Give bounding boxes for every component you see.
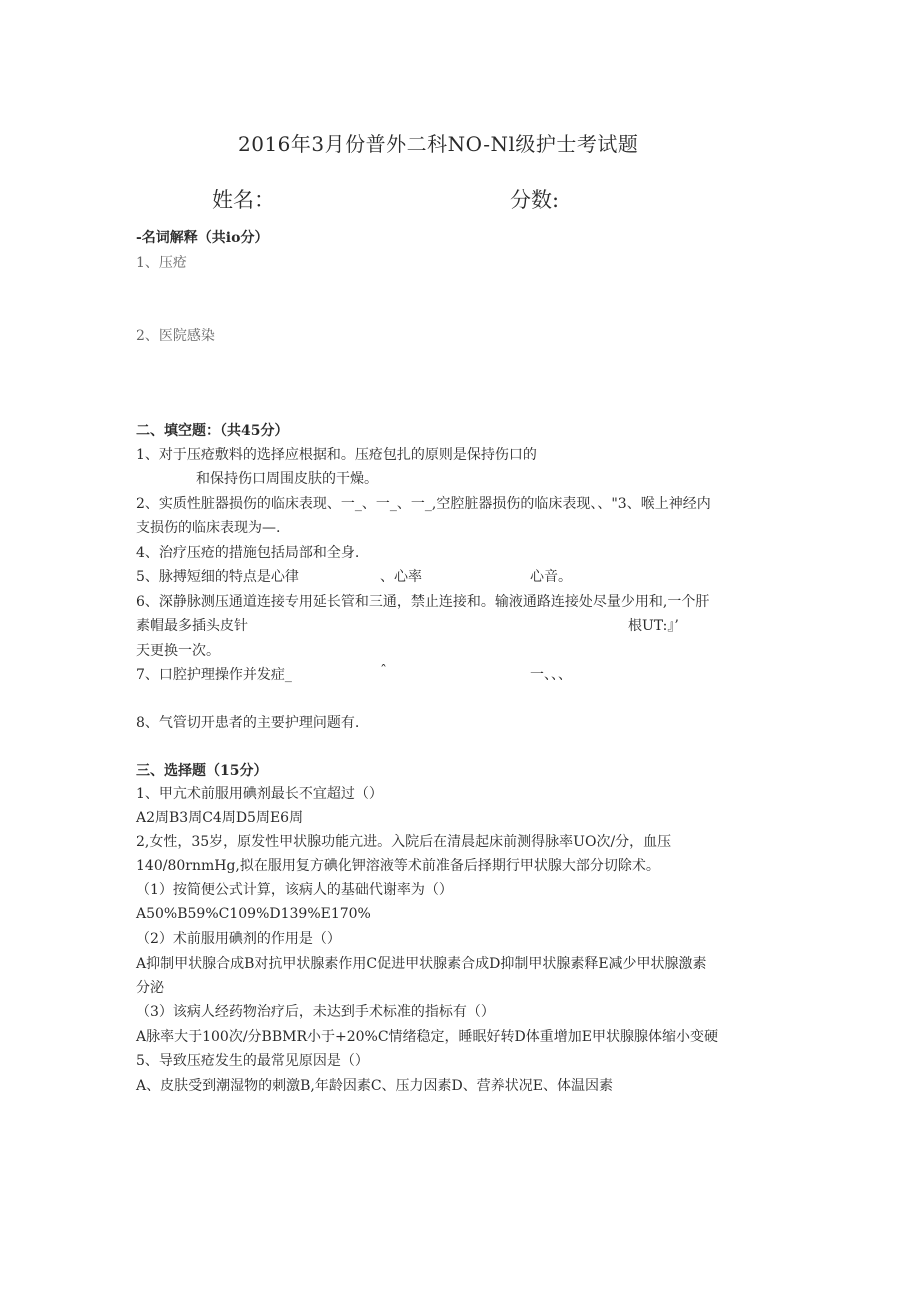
s1-question-2: 2、医院感染 xyxy=(136,328,215,344)
s2-question-7-part-1: 7、口腔护理操作并发症_ xyxy=(136,667,292,683)
s3-question-2-line-1: 2,女性，35岁，原发性甲状腺功能亢进。入院后在清晨起床前测得脉率UO次/分，血压 xyxy=(136,834,672,850)
exam-title: 2016年3月份普外二科NO-Nl级护士考试题 xyxy=(238,132,639,156)
s2-question-2-line-2: 支损伤的临床表现为—. xyxy=(136,520,281,536)
s3-sub-question-1: （1）按简便公式计算，该病人的基础代谢率为（） xyxy=(136,882,453,898)
s3-question-2-line-2: 140/80rnmHg,拟在服用复方碘化钾溶液等术前准备后择期行甲状腺大部分切除术。 xyxy=(136,858,660,874)
s2-question-5-part-2: 、心率 xyxy=(380,569,422,585)
s1-question-1: 1、压疮 xyxy=(136,255,187,271)
s3-question-1-options: A2周B3周C4周D5周E6周 xyxy=(136,810,304,826)
s2-question-5-part-1: 5、脉搏短细的特点是心律 xyxy=(136,569,299,585)
s2-question-6-line-3: 天更换一次。 xyxy=(136,643,220,659)
s2-question-1-line-1: 1、对于压疮敷料的选择应根据和。压疮包扎的原则是保持伤口的 xyxy=(136,447,537,463)
s2-question-5-part-3: 心音。 xyxy=(530,569,572,585)
score-label: 分数: xyxy=(510,188,560,212)
s2-question-6-line-1: 6、深静脉测压通道连接专用延长管和三通，禁止连接和。输液通路连接处尽量少用和,一个肝 xyxy=(136,594,710,610)
s2-question-4: 4、治疗压疮的措施包括局部和全身. xyxy=(136,545,360,561)
section-3-heading: 三、选择题（15分） xyxy=(136,763,268,779)
s3-sub-question-3-options: A脉率大于100次/分BBMR小于+20%C情绪稳定，睡眠好转D体重增加E甲状腺腺体缩小变硬 xyxy=(136,1029,719,1045)
section-2-heading: 二、填空题：（共45分） xyxy=(136,423,289,439)
s2-question-6-line-2: 素帽最多插头皮针 xyxy=(136,618,248,634)
s3-question-5: 5、导致压疮发生的最常见原因是（） xyxy=(136,1053,369,1069)
s2-question-2-line-1: 2、实质性脏器损伤的临床表现、一_、一_、一_,空腔脏器损伤的临床表现、、"3、喉上神经内 xyxy=(136,496,711,512)
s3-question-1: 1、甲亢术前服用碘剂最长不宜超过（） xyxy=(136,786,383,802)
s3-sub-question-2-options-line-1: A抑制甲状腺合成B对抗甲状腺素作用C促进甲状腺素合成D抑制甲状腺素释E减少甲状腺激素 xyxy=(136,956,707,972)
section-1-heading: -名词解释（共io分） xyxy=(136,230,269,246)
name-label: 姓名： xyxy=(212,188,275,212)
s3-sub-question-3: （3）该病人经药物治疗后，未达到手术标准的指标有（） xyxy=(136,1004,495,1020)
s3-sub-question-2: （2）术前服用碘剂的作用是（） xyxy=(136,931,341,947)
s3-question-5-options: A、皮肤受到潮湿物的刺激B,年龄因素C、压力因素D、营养状况E、体温因素 xyxy=(136,1078,614,1094)
s3-sub-question-1-options: A50%B59%C109%D139%E170% xyxy=(136,906,371,922)
s2-question-8: 8、气管切开患者的主要护理问题有. xyxy=(136,715,360,731)
s2-question-7-mark: ˆ xyxy=(380,663,387,679)
s2-question-1-line-2: 和保持伤口周围皮肤的干燥。 xyxy=(196,471,378,487)
s2-question-6-line-2-end: 根UT:』’ xyxy=(628,618,679,634)
s2-question-7-part-2: 一、、、 xyxy=(530,667,572,683)
s3-sub-question-2-options-line-2: 分泌 xyxy=(136,980,164,996)
